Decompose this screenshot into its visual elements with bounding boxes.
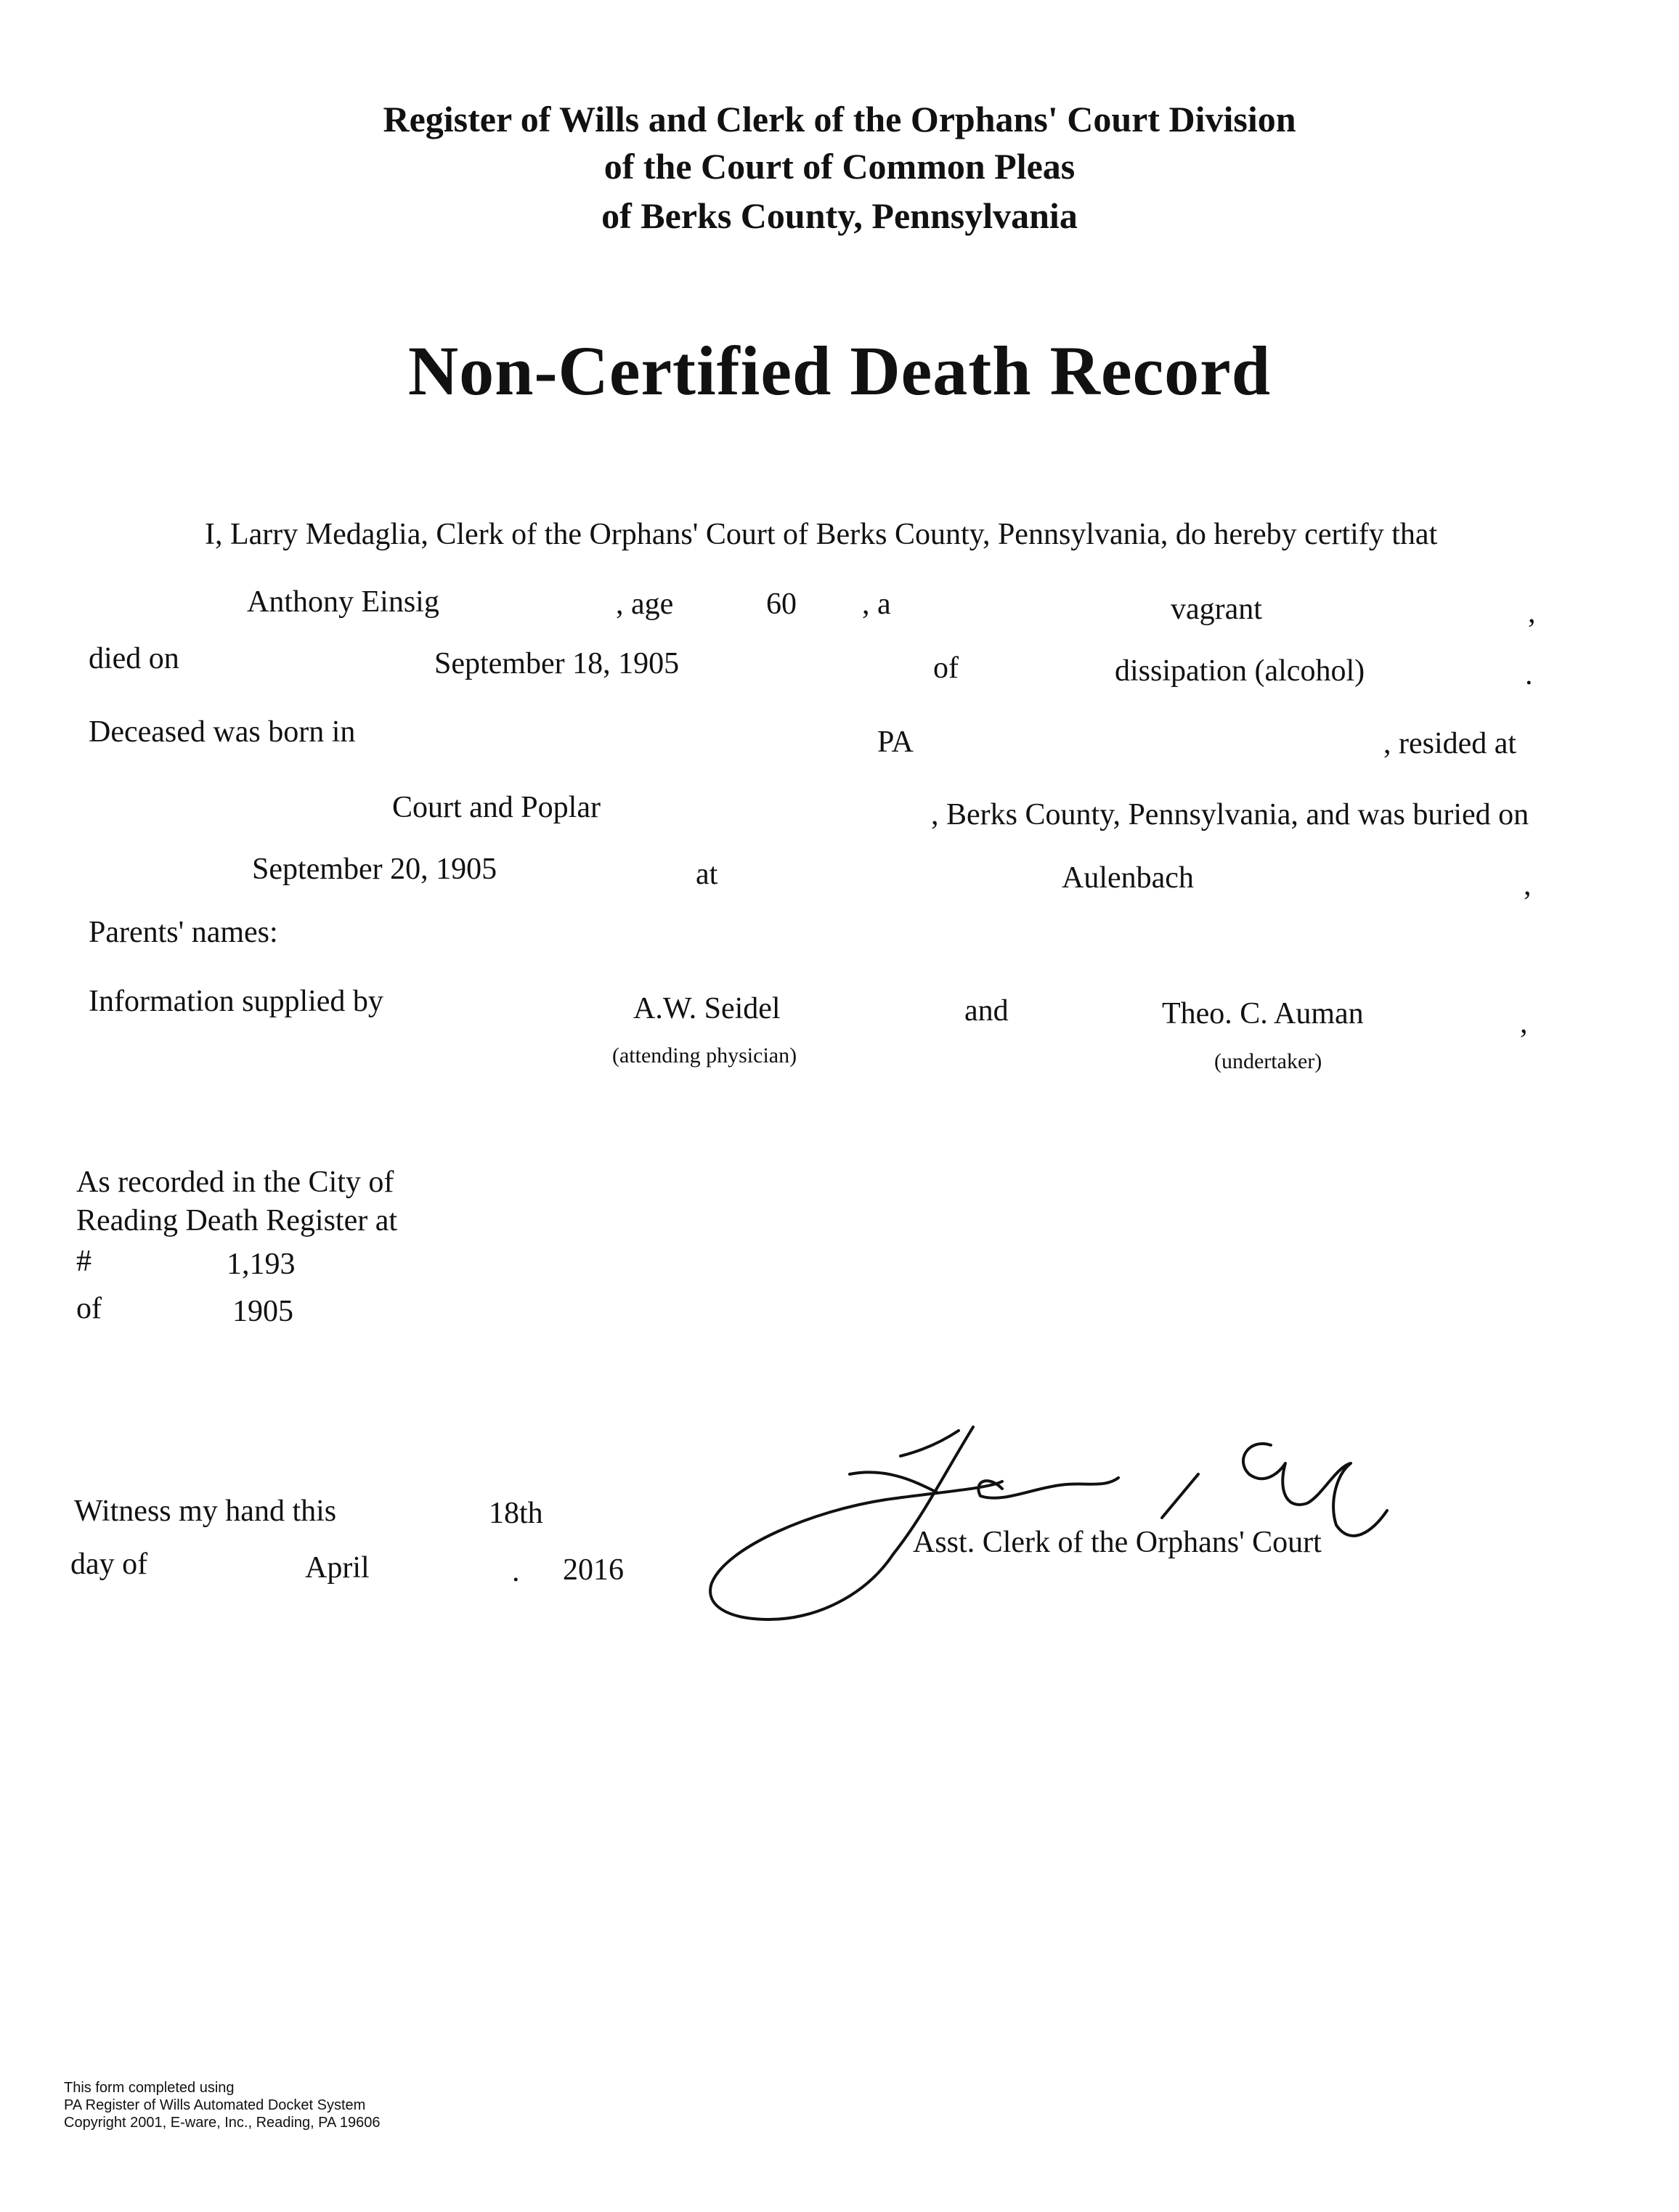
burial-date: September 20, 1905 — [252, 853, 497, 886]
burial-at-label: at — [696, 858, 718, 891]
footer-line-1: This form completed using — [64, 2080, 235, 2096]
witness-month: April — [305, 1551, 370, 1585]
footer-line-3: Copyright 2001, E-ware, Inc., Reading, PA 19606 — [64, 2115, 381, 2131]
burial-place: Aulenbach — [1062, 861, 1194, 895]
row-period: . — [1525, 658, 1533, 691]
court-name-line-3: of Berks County, Pennsylvania — [601, 195, 1078, 236]
parents-names-label: Parents' names: — [89, 916, 278, 949]
decedent-name: Anthony Einsig — [247, 585, 439, 619]
residence-address: Court and Poplar — [392, 791, 601, 824]
physician-role: (attending physician) — [612, 1044, 797, 1068]
recorded-line-1: As recorded in the City of — [76, 1166, 394, 1199]
informant-label: Information supplied by — [89, 985, 383, 1018]
register-number: 1,193 — [227, 1248, 296, 1281]
register-year: 1905 — [232, 1295, 293, 1328]
row-comma: , — [1528, 596, 1536, 630]
and-label: and — [964, 994, 1009, 1028]
witness-label: Witness my hand this — [74, 1495, 337, 1528]
date-of-death: September 18, 1905 — [434, 647, 680, 680]
birth-place: PA — [877, 725, 914, 759]
register-year-label: of — [76, 1292, 102, 1325]
undertaker-role: (undertaker) — [1214, 1049, 1322, 1073]
row-comma: , — [1520, 1007, 1528, 1040]
witness-day: 18th — [489, 1497, 543, 1530]
court-name-line-2: of the Court of Common Pleas — [603, 146, 1076, 187]
born-in-label: Deceased was born in — [89, 715, 356, 749]
cause-of-label: of — [933, 651, 959, 685]
court-name-line-1: Register of Wills and Clerk of the Orphans' Court Division — [383, 99, 1296, 139]
day-of-label: day of — [70, 1548, 148, 1581]
recorded-line-2: Reading Death Register at — [76, 1204, 398, 1237]
county-burial-text: , Berks County, Pennsylvania, and was buried on — [931, 798, 1529, 831]
row-comma: , — [1524, 869, 1532, 902]
cause-of-death: dissipation (alcohol) — [1115, 654, 1365, 688]
witness-year: 2016 — [563, 1553, 624, 1587]
decedent-age: 60 — [766, 587, 797, 621]
register-number-label: # — [76, 1245, 92, 1278]
witness-period: . — [512, 1555, 520, 1588]
resided-at-label: , resided at — [1383, 727, 1517, 760]
undertaker-name: Theo. C. Auman — [1162, 997, 1364, 1030]
died-on-label: died on — [89, 642, 179, 675]
decedent-occupation: vagrant — [1171, 593, 1262, 626]
footer-line-2: PA Register of Wills Automated Docket System — [64, 2097, 366, 2113]
document-title: Non-Certified Death Record — [407, 332, 1272, 410]
signature-title: Asst. Clerk of the Orphans' Court — [913, 1526, 1322, 1559]
occupation-label: , a — [862, 587, 891, 621]
age-label: , age — [616, 587, 674, 621]
physician-name: A.W. Seidel — [633, 992, 781, 1025]
certification-statement: I, Larry Medaglia, Clerk of the Orphans' Court of Berks County, Pennsylvania, do hereby certify that — [205, 518, 1438, 551]
